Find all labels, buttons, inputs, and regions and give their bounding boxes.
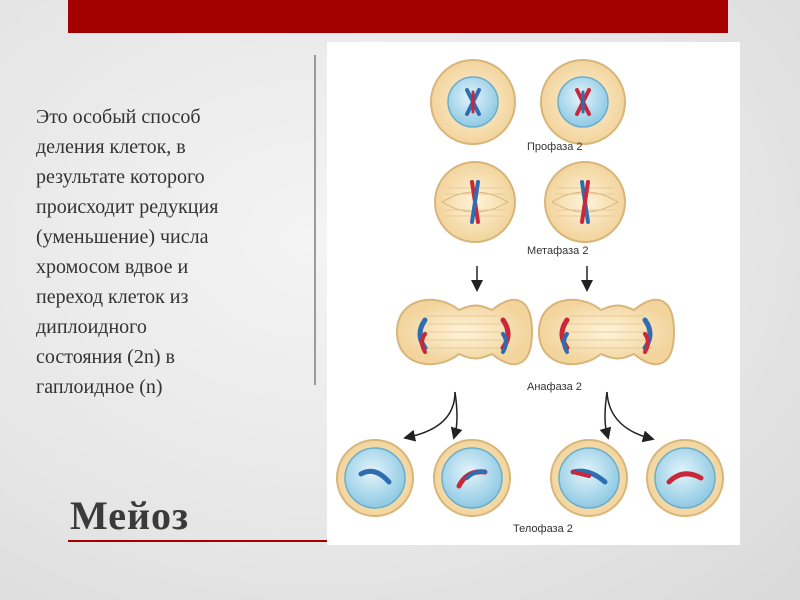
prophase-cell-right [541,60,625,144]
label-prophase: Профаза 2 [527,141,583,153]
top-accent-bar [68,0,728,33]
arrow-curve-2 [455,392,457,434]
description-text: Это особый способ деления клеток, в результате которого происходит редукция (уменьшение) числа хромосом вдвое и переход клеток из диплоидного состояния (2n) в гаплоидное (n) [36,106,219,398]
telophase-cell-4 [647,440,723,516]
slide-title: Мейоз [70,493,190,538]
metaphase-cell-right [545,162,625,242]
telophase-cell-3 [551,440,627,516]
telophase-cell-1 [337,440,413,516]
arrow-curve-1 [409,392,455,437]
anaphase-cell-right [539,300,674,364]
meiosis-diagram [327,42,740,545]
anaphase-cell-left [397,300,532,364]
title-underline [68,540,330,542]
label-telophase: Телофаза 2 [513,523,573,535]
prophase-cell-left [431,60,515,144]
telophase-cell-2 [434,440,510,516]
metaphase-cell-left [435,162,515,242]
label-anaphase: Анафаза 2 [527,381,582,393]
label-metaphase: Метафаза 2 [527,245,589,257]
arrow-curve-4 [607,392,649,438]
vertical-divider [314,55,316,385]
arrow-curve-3 [605,392,607,434]
